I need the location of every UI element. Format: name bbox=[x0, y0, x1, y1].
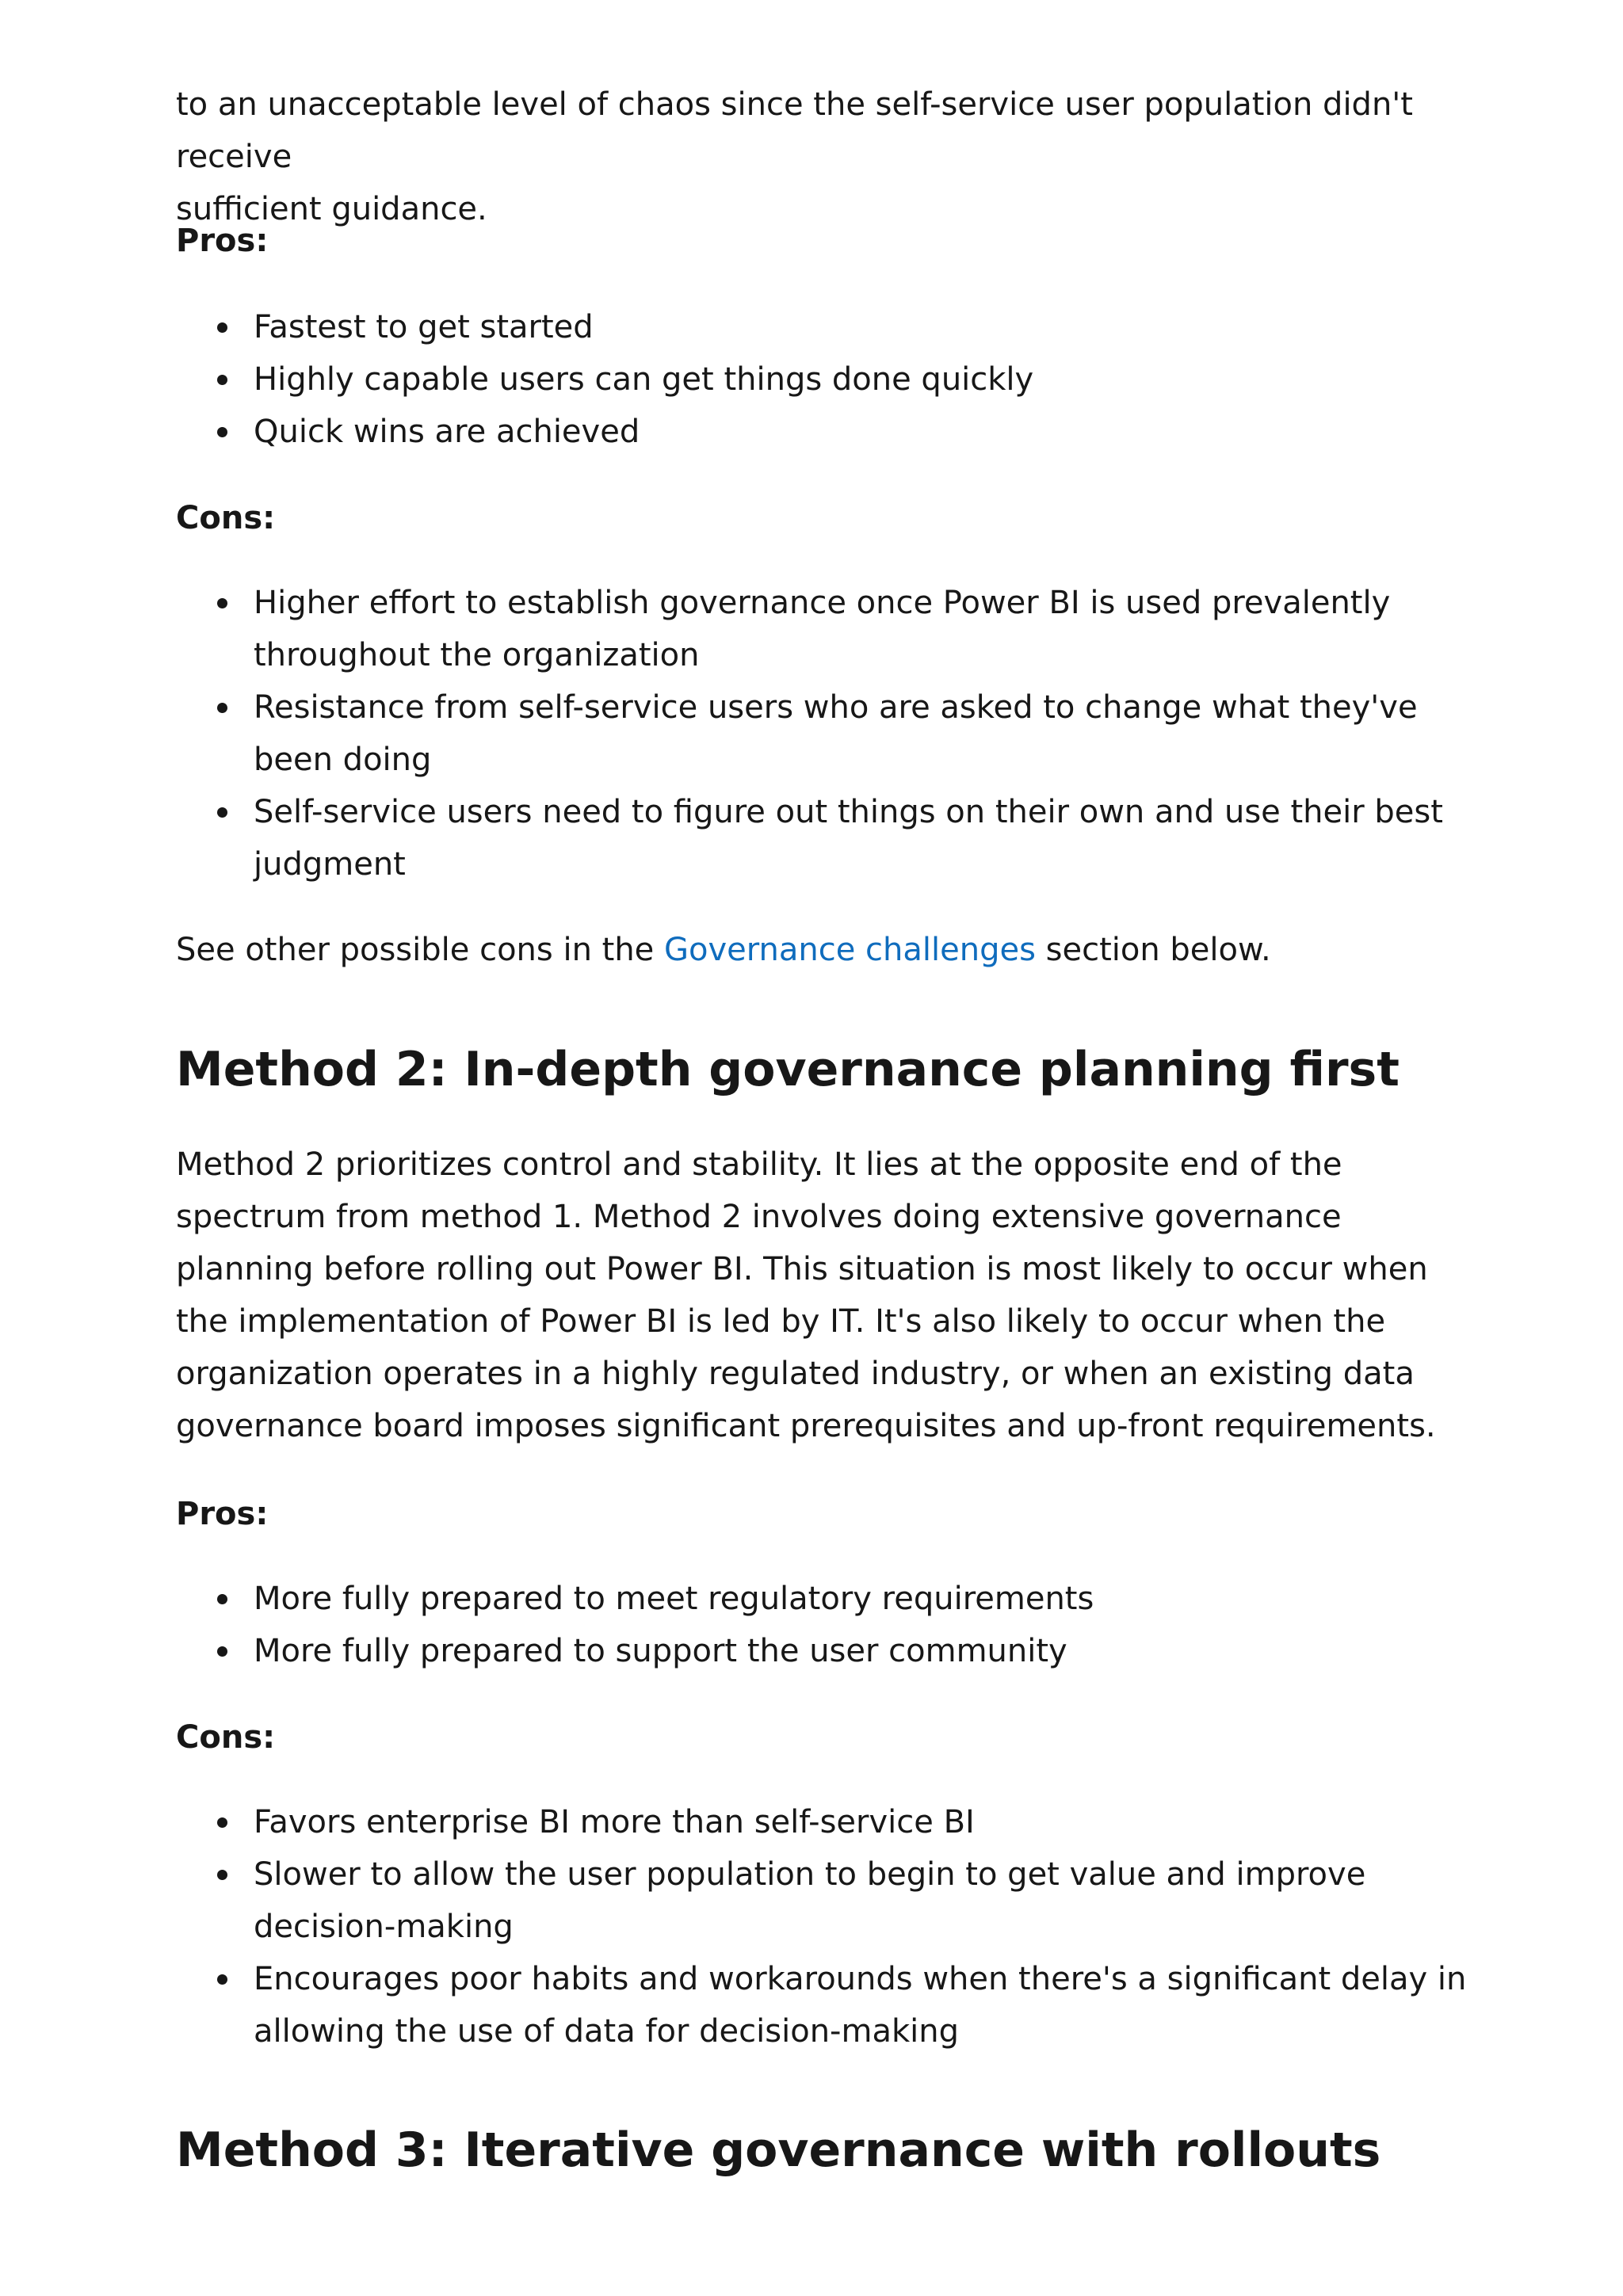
list-item: Quick wins are achieved bbox=[254, 406, 1460, 458]
method1-pros-section bbox=[176, 215, 1460, 267]
method2-heading: Method 2: In-depth governance planning first bbox=[176, 1042, 1400, 1097]
list-item: Encourages poor habits and workarounds when there's a significant delay in allowing the use of data for decision-making bbox=[254, 1953, 1490, 2058]
intro-line-2: sufficient guidance. bbox=[176, 191, 487, 227]
list-item: Slower to allow the user population to begin to get value and improve decision-making bbox=[254, 1848, 1490, 1953]
method3-heading: Method 3: Iterative governance with rollouts bbox=[176, 2122, 1381, 2178]
method1-pros-list-wrap bbox=[176, 301, 1460, 458]
list-item: More fully prepared to meet regulatory requirements bbox=[254, 1573, 1460, 1625]
method2-cons-list-wrap bbox=[176, 1796, 1467, 2058]
method1-cons-section bbox=[176, 492, 1460, 544]
method2-cons-section bbox=[176, 1711, 1460, 1764]
method2-paragraph: Method 2 prioritizes control and stability. It lies at the opposite end of the spectrum from method 1. Method 2 involves doing extensive governance planning before rolling out Power BI. This situation is most likely to occur when the implementation of Power BI is led by IT. It's also likely to occur when the organization operates in a highly regulated industry, or when an existing data governance board imposes significant prerequisites and up-front requirements. bbox=[176, 1146, 1436, 1444]
see-other-suffix: section below. bbox=[1035, 932, 1271, 968]
intro-paragraph bbox=[176, 78, 1460, 235]
method2-paragraph-wrap bbox=[176, 1138, 1460, 1452]
method1-cons-list-wrap bbox=[176, 577, 1460, 891]
cons-label: Cons: bbox=[176, 1719, 276, 1756]
method2-cons-list bbox=[176, 1796, 1490, 2058]
governance-challenges-link[interactable]: Governance challenges bbox=[664, 932, 1036, 968]
method2-heading-wrap bbox=[176, 1038, 1460, 1101]
cons-label: Cons: bbox=[176, 500, 276, 536]
method1-cons-list bbox=[176, 577, 1490, 891]
method2-pros-list bbox=[176, 1573, 1460, 1677]
list-item: Higher effort to establish governance once Power BI is used prevalently throughout the organization bbox=[254, 577, 1490, 681]
pros-label: Pros: bbox=[176, 1496, 269, 1532]
method1-pros-list bbox=[176, 301, 1460, 458]
list-item: Highly capable users can get things done quickly bbox=[254, 353, 1460, 406]
list-item: Resistance from self-service users who are asked to change what they've been doing bbox=[254, 681, 1490, 786]
intro-line-1: to an unacceptable level of chaos since the self-service user population didn't receive bbox=[176, 86, 1413, 175]
list-item: Fastest to get started bbox=[254, 301, 1460, 353]
method3-heading-wrap bbox=[176, 2119, 1460, 2182]
method2-pros-section bbox=[176, 1488, 1460, 1540]
list-item: More fully prepared to support the user community bbox=[254, 1625, 1460, 1677]
method2-pros-list-wrap bbox=[176, 1573, 1460, 1677]
list-item: Self-service users need to figure out things on their own and use their best judgment bbox=[254, 786, 1490, 891]
see-other-prefix: See other possible cons in the bbox=[176, 932, 664, 968]
see-other-cons-paragraph bbox=[176, 924, 1460, 976]
pros-label: Pros: bbox=[176, 223, 269, 259]
list-item: Favors enterprise BI more than self-service BI bbox=[254, 1796, 1490, 1848]
